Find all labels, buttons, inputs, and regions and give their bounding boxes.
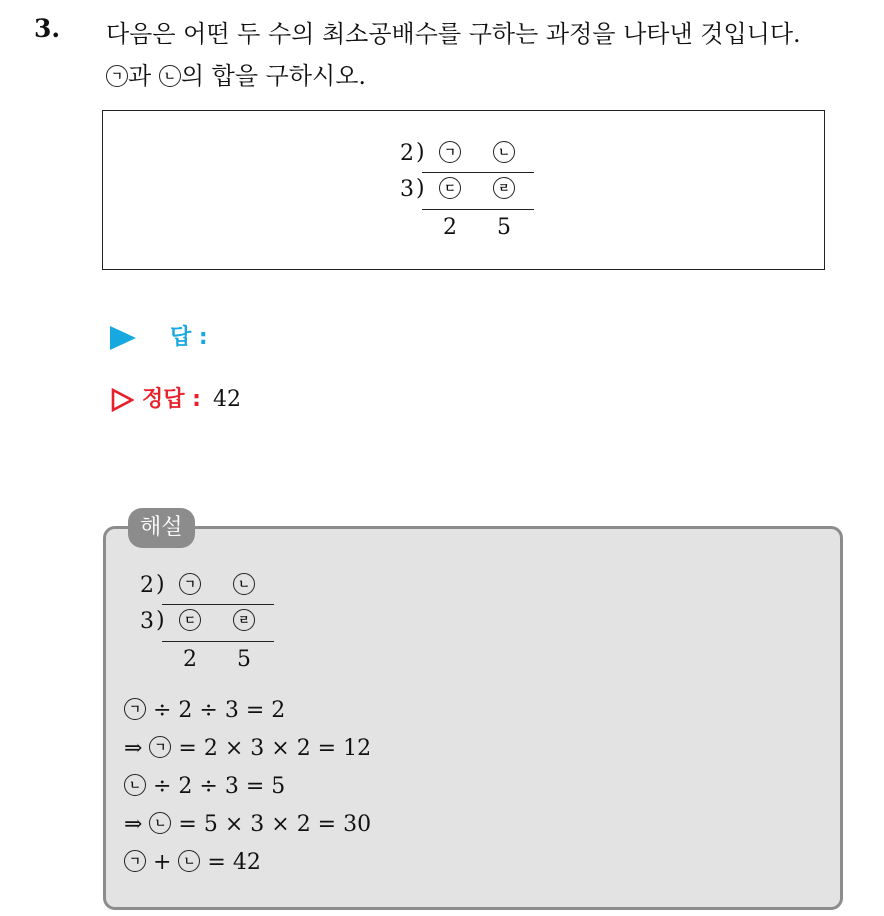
ladder-line [162,641,274,642]
step-prefix: ⇒ [124,736,150,761]
ladder-divisor: 2 [400,141,414,166]
ladder-divisor: 3 [400,177,414,202]
solution-steps [124,692,371,882]
circled-digeut-symbol: ㄷ [439,177,461,199]
ladder-cell [170,606,210,638]
solution-step [124,768,371,806]
step-expression: = 5 × 3 × 2 = 30 [171,812,372,837]
step-expression: ÷ 2 ÷ 3 = 2 [146,698,286,723]
ladder-cell [224,606,264,638]
step-expression: ÷ 2 ÷ 3 = 5 [146,774,286,799]
ladder-paren: ) [416,140,425,165]
solution-step [124,692,371,730]
solution-step [124,844,371,882]
play-triangle-icon [110,326,136,350]
answer-input-row[interactable] [110,320,208,351]
circled-digeut-symbol: ㄷ [179,609,201,631]
ladder-paren: ) [156,608,165,633]
solution-step [124,806,371,844]
question-text [106,13,801,97]
circled-nieun-symbol: ㄴ [233,573,255,595]
circled-nieun-symbol: ㄴ [493,141,515,163]
ladder-paren: ) [156,572,165,597]
ladder-divisor: 2 [140,573,154,598]
step-expression: + [146,850,179,875]
ladder-cell [484,138,524,170]
ladder-cell [224,570,264,602]
ladder-quotient: 2 [183,647,197,672]
correct-answer-label: 정답 : [142,387,201,412]
ladder-divisor: 3 [140,609,154,634]
question-line-1: 다음은 어떤 두 수의 최소공배수를 구하는 과정을 나타낸 것입니다. [106,20,801,48]
circled-nieun-symbol: ㄴ [159,65,181,87]
circled-rieul-symbol: ㄹ [233,609,255,631]
circled-giyeok-symbol: ㄱ [106,65,128,87]
question-line-2-rest: 의 합을 구하시오. [180,62,367,90]
ladder-quotient: 5 [237,647,251,672]
outline-triangle-icon [110,388,134,412]
circled-nieun-symbol: ㄴ [124,774,146,796]
ladder-cell [430,174,470,206]
step-prefix: ⇒ [124,812,150,837]
ladder-cell [170,570,210,602]
circled-rieul-symbol: ㄹ [493,177,515,199]
ladder-line [422,172,534,173]
ladder-division-problem [392,138,552,248]
solution-ladder-division [132,570,292,680]
correct-answer-value: 42 [212,387,241,412]
ladder-line [422,209,534,210]
circled-giyeok-symbol: ㄱ [124,698,146,720]
ladder-line [162,604,274,605]
solution-tag: 해설 [128,508,195,548]
ladder-quotient: 2 [443,215,457,240]
question-number: 3. [34,14,61,43]
circled-nieun-symbol: ㄴ [178,850,200,872]
step-expression: = 42 [200,850,261,875]
circled-nieun-symbol: ㄴ [149,812,171,834]
circled-giyeok-symbol: ㄱ [149,736,171,758]
circled-giyeok-symbol: ㄱ [124,850,146,872]
question-line-2 [106,55,801,97]
ladder-quotient: 5 [497,215,511,240]
circled-giyeok-symbol: ㄱ [439,141,461,163]
question-line-2-join: 과 [128,62,152,90]
circled-giyeok-symbol: ㄱ [179,573,201,595]
answer-label: 답 : [170,325,208,350]
step-expression: = 2 × 3 × 2 = 12 [171,736,372,761]
ladder-cell [430,138,470,170]
correct-answer-row [110,382,241,413]
ladder-paren: ) [416,176,425,201]
solution-step [124,730,371,768]
ladder-cell [484,174,524,206]
